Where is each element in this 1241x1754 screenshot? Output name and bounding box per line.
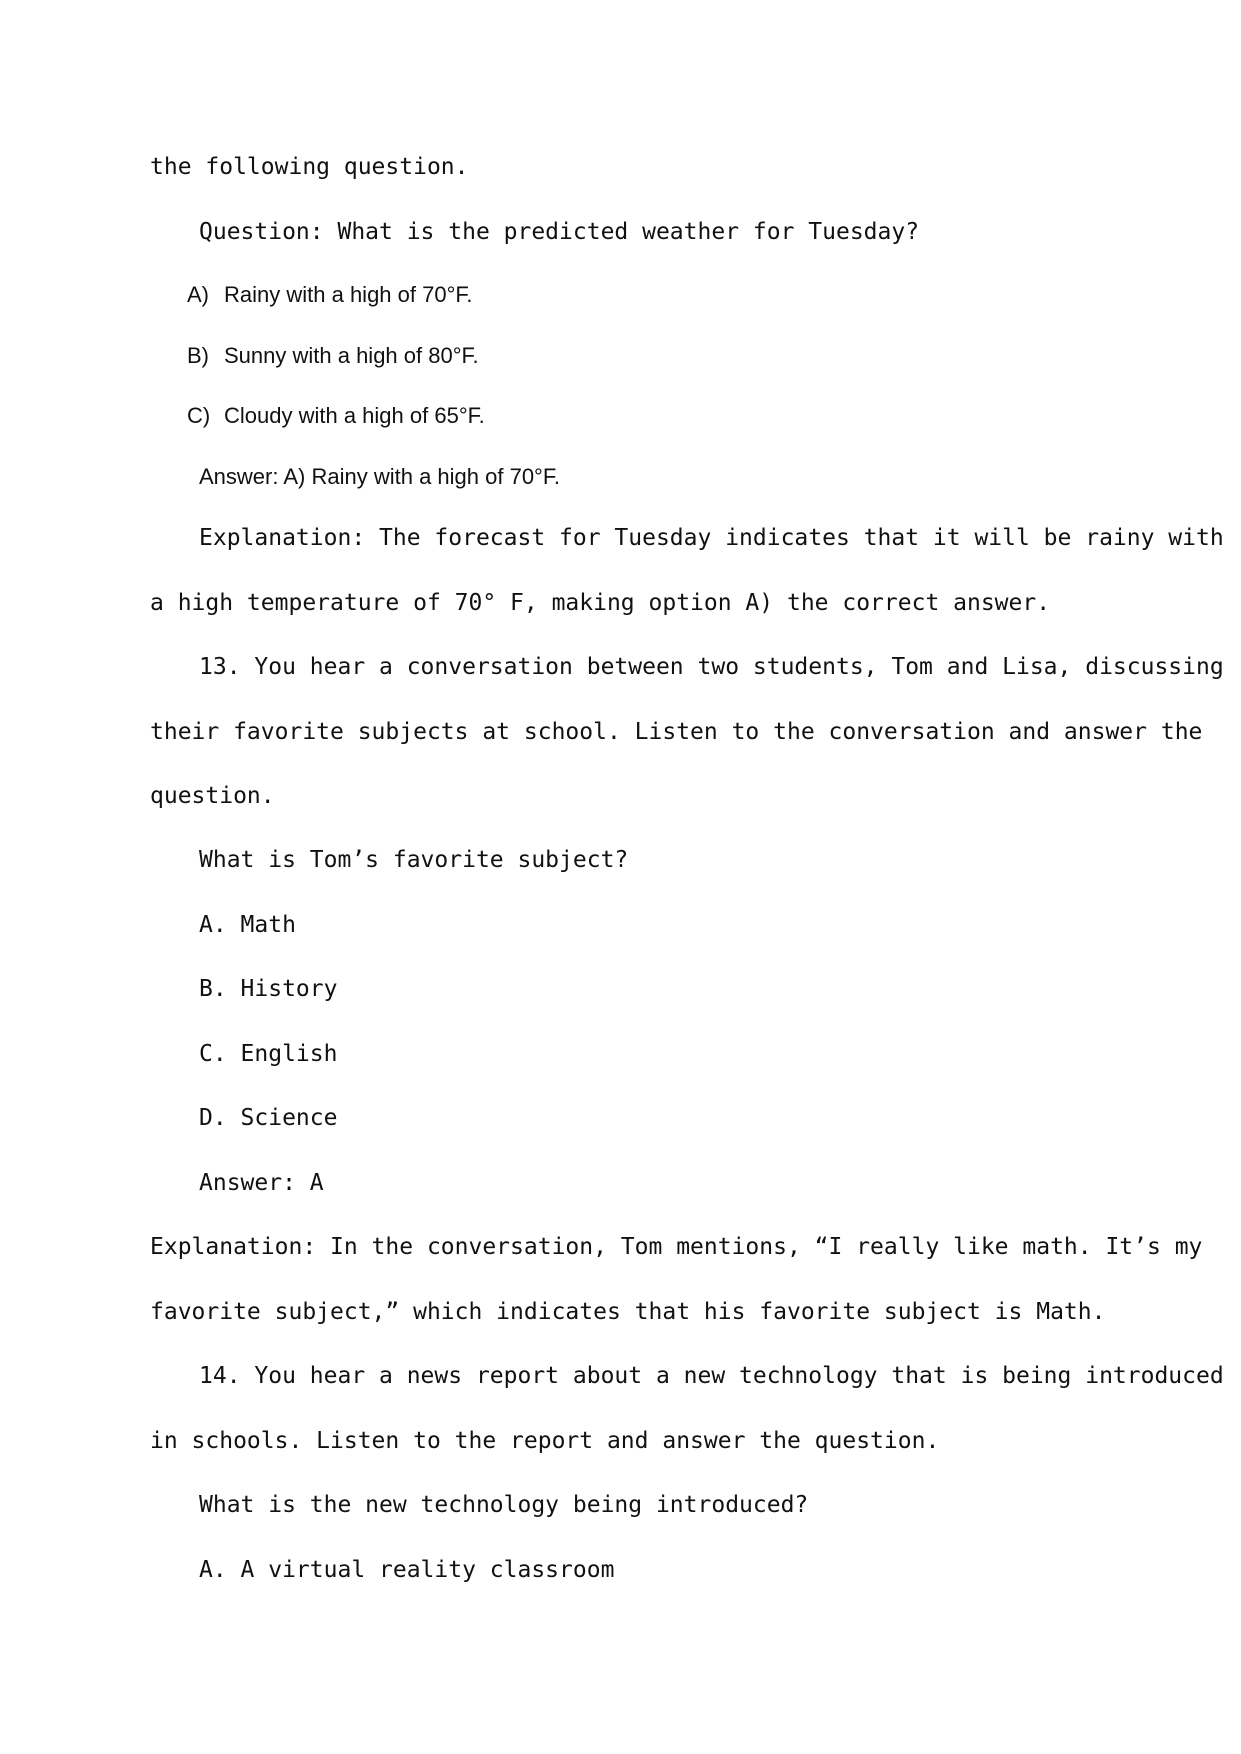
answer-option: C. English	[199, 1041, 338, 1067]
question-intro-line: 13. You hear a conversation between two students, Tom and Lisa, discussing	[199, 654, 1224, 680]
question-text: What is the new technology being introduced?	[199, 1492, 809, 1518]
question-text: Question: What is the predicted weather for Tuesday?	[199, 219, 920, 245]
question-intro-line: their favorite subjects at school. Listen to the conversation and answer the	[150, 719, 1203, 745]
answer-line: Answer: A	[199, 1170, 324, 1196]
answer-option: B. History	[199, 976, 338, 1002]
question-text: What is Tom’s favorite subject?	[199, 847, 629, 873]
explanation-line: Explanation: In the conversation, Tom mentions, “I really like math. It’s my	[150, 1234, 1203, 1260]
explanation-line: Explanation: The forecast for Tuesday indicates that it will be rainy with	[199, 525, 1224, 551]
paragraph-line: the following question.	[150, 154, 469, 180]
option-text: Sunny with a high of 80°F.	[224, 343, 479, 368]
option-label: C)	[187, 403, 211, 428]
explanation-line: a high temperature of 70° F, making option A) the correct answer.	[150, 590, 1051, 616]
question-intro-line: in schools. Listen to the report and answer the question.	[150, 1428, 940, 1454]
explanation-line: favorite subject,” which indicates that his favorite subject is Math.	[150, 1299, 1106, 1325]
answer-option	[187, 401, 485, 431]
question-intro-line: question.	[150, 783, 275, 809]
answer-line: Answer: A) Rainy with a high of 70°F.	[199, 464, 560, 489]
option-label: B)	[187, 343, 209, 368]
answer-option	[187, 280, 473, 310]
option-text: Rainy with a high of 70°F.	[224, 282, 473, 307]
option-label: A)	[187, 282, 209, 307]
question-intro-line: 14. You hear a news report about a new technology that is being introduced	[199, 1363, 1224, 1389]
option-text: Cloudy with a high of 65°F.	[224, 403, 485, 428]
answer-option: D. Science	[199, 1105, 338, 1131]
answer-option: A. Math	[199, 912, 296, 938]
answer-option: A. A virtual reality classroom	[199, 1557, 615, 1583]
answer-option	[187, 341, 479, 371]
